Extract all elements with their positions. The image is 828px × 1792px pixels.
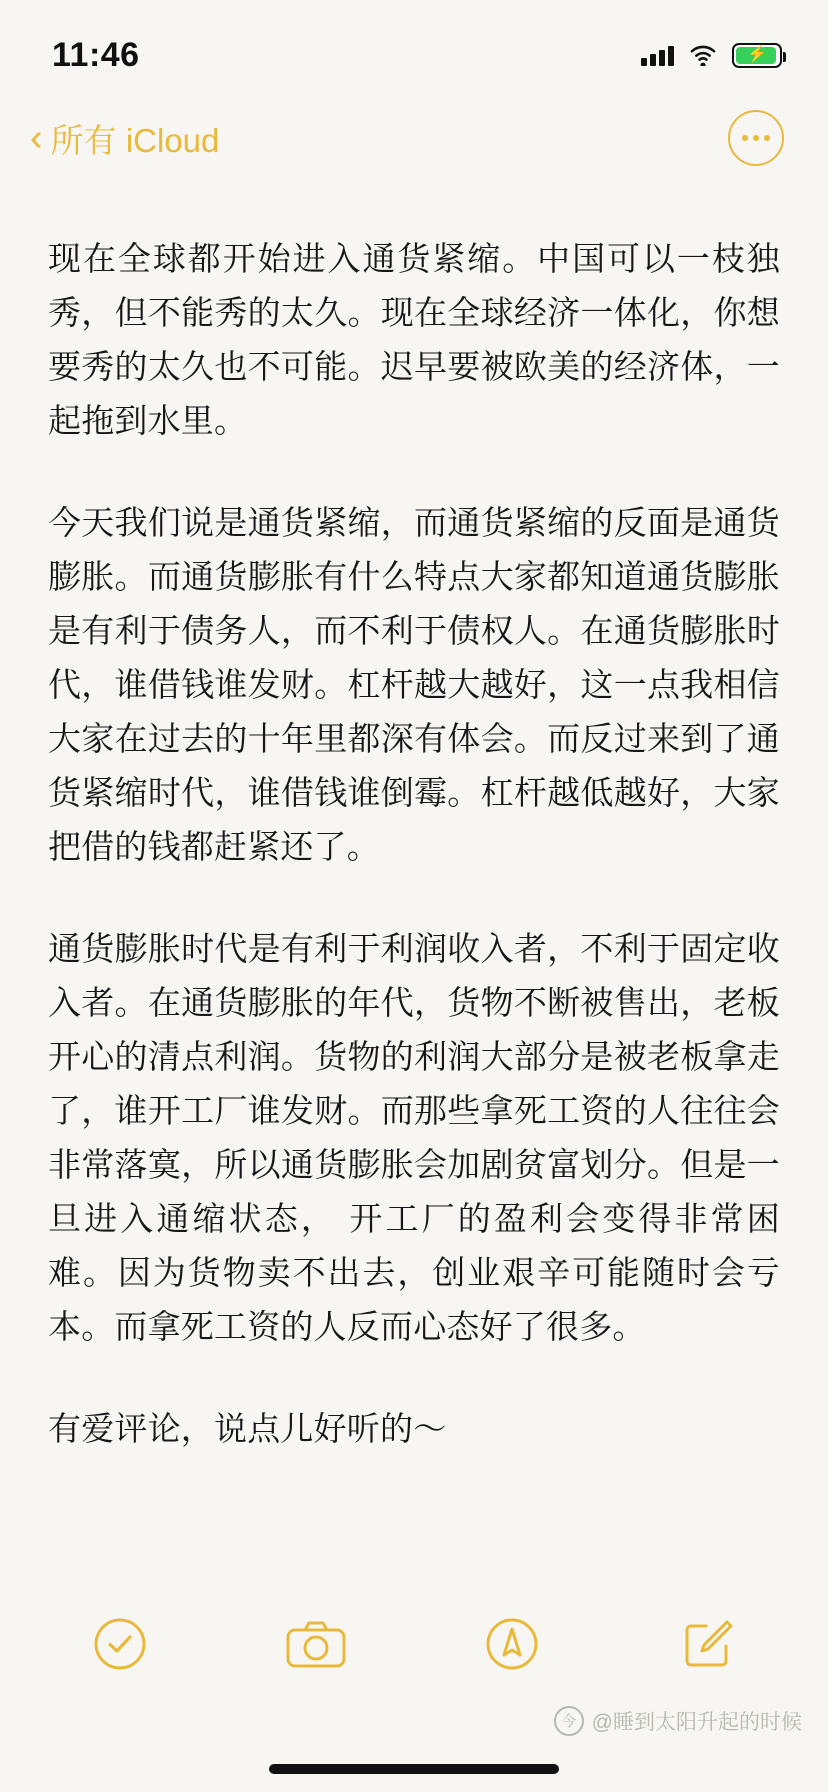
back-button-label: 所有 iCloud — [50, 121, 220, 159]
status-bar — [0, 0, 828, 96]
cellular-signal-icon — [641, 44, 674, 66]
note-paragraph: 通货膨胀时代是有利于利润收入者，不利于固定收入者。在通货膨胀的年代，货物不断被售出，老板开心的清点利润。货物的利润大部分是被老板拿走了，谁开工厂谁发财。而那些拿死工资的人往往会非常落寞，所以通货膨胀会加剧贫富划分。但是一旦进入通缩状态， 开工厂的盈利会变得非常困难。因为货物卖不出去，创业艰辛可能随时会亏本。而拿死工资的人反而心态好了很多。 — [48, 930, 780, 1345]
checklist-circle-icon[interactable] — [84, 1608, 156, 1680]
note-paragraph: 有爱评论，说点儿好听的～ — [48, 1410, 447, 1447]
note-paragraph: 现在全球都开始进入通货紧缩。中国可以一枝独秀，但不能秀的太久。现在全球经济一体化，你想要秀的太久也不可能。迟早要被欧美的经济体，一起拖到水里。 — [48, 240, 780, 439]
watermark — [554, 1706, 802, 1736]
bottom-toolbar — [0, 1592, 828, 1696]
battery-bolt-glyph: ⚡ — [747, 46, 767, 63]
watermark-text: @睡到太阳升起的时候 — [591, 1711, 802, 1734]
wifi-icon — [688, 44, 718, 66]
dot-icon — [753, 135, 759, 141]
note-paragraph: 今天我们说是通货紧缩，而通货紧缩的反面是通货膨胀。而通货膨胀有什么特点大家都知道通货膨胀是有利于债务人，而不利于债权人。在通货膨胀时代，谁借钱谁发财。杠杆越大越好，这一点我相信大家在过去的十年里都深有体会。而反过来到了通货紧缩时代，谁借钱谁倒霉。杠杆越低越好，大家把借的钱都赶紧还了。 — [48, 504, 780, 865]
camera-icon[interactable] — [280, 1608, 352, 1680]
navigation-bar — [0, 96, 828, 180]
dot-icon — [742, 135, 748, 141]
more-options-button[interactable] — [728, 110, 784, 166]
note-content[interactable] — [0, 180, 828, 1456]
battery-charging-icon — [732, 43, 782, 68]
chevron-left-icon: ‹ — [30, 117, 43, 159]
back-button[interactable] — [30, 115, 219, 162]
dot-icon — [764, 135, 770, 141]
markup-pen-circle-icon[interactable] — [476, 1608, 548, 1680]
status-time: 11:46 — [52, 35, 140, 74]
home-indicator[interactable] — [269, 1764, 559, 1774]
at-badge-icon: 今 — [554, 1706, 584, 1736]
compose-note-icon[interactable] — [672, 1608, 744, 1680]
status-indicators — [641, 29, 782, 68]
